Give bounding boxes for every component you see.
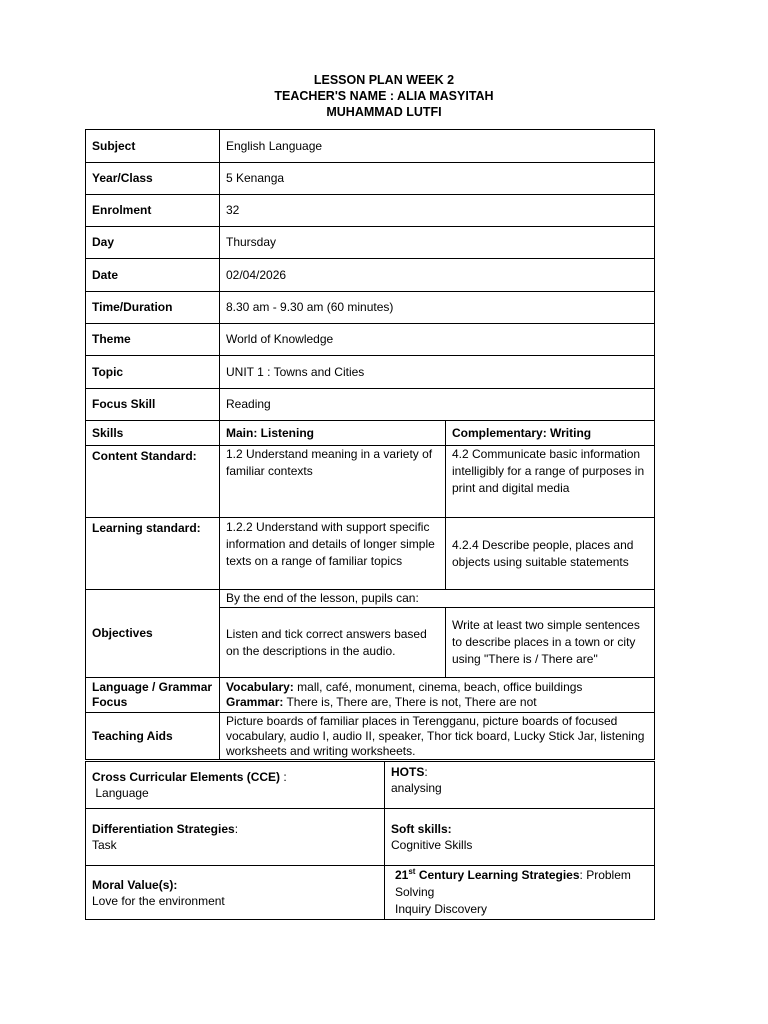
theme-value: World of Knowledge	[220, 324, 655, 356]
teacher-name-line-2: MUHAMMAD LUTFI	[326, 105, 442, 119]
differentiation-value: Task	[92, 838, 117, 852]
soft-skills-cell	[385, 809, 655, 866]
focus-skill-value: Reading	[220, 389, 655, 421]
moral-value: Love for the environment	[92, 893, 225, 908]
table-row	[86, 713, 655, 760]
topic-label: Topic	[86, 356, 220, 389]
lesson-plan-table	[85, 129, 655, 760]
soft-skills-label: Soft skills:	[391, 822, 452, 836]
topic-value: UNIT 1 : Towns and Cities	[220, 356, 655, 389]
skills-main: Main: Listening	[220, 421, 446, 446]
table-row	[86, 421, 655, 446]
hots-suffix: :	[424, 765, 428, 779]
objectives-complementary: Write at least two simple sentences to describe places in a town or city using "There is / There are"	[446, 608, 655, 678]
century-line-2: Solving	[395, 885, 435, 899]
vocabulary-label: Vocabulary:	[226, 680, 294, 694]
moral-label: Moral Value(s):	[92, 877, 178, 892]
cce-value: Language	[95, 786, 149, 800]
learning-standard-main: 1.2.2 Understand with support specific information and details of longer simple texts on a range of familiar topics	[220, 518, 446, 590]
year-class-label: Year/Class	[86, 163, 220, 195]
grammar-label: Grammar:	[226, 695, 284, 709]
teacher-name-line: TEACHER'S NAME : ALIA MASYITAH	[274, 89, 494, 103]
century-line-3: Inquiry Discovery	[395, 902, 488, 916]
subject-label: Subject	[86, 130, 220, 163]
date-label: Date	[86, 259, 220, 292]
content-standard-label: Content Standard:	[86, 446, 220, 518]
enrolment-value: 32	[220, 195, 655, 227]
table-row	[86, 292, 655, 324]
table-row	[86, 518, 655, 590]
table-row	[86, 590, 655, 608]
cce-suffix: :	[280, 770, 287, 784]
table-row	[86, 356, 655, 389]
year-class-value: 5 Kenanga	[220, 163, 655, 195]
cce-cell	[86, 762, 385, 809]
vocabulary-line	[226, 680, 648, 695]
vocabulary-text: mall, café, monument, cinema, beach, office buildings	[293, 680, 583, 694]
language-focus-label: Language / Grammar Focus	[86, 678, 220, 713]
content-standard-complementary: 4.2 Communicate basic information intelligibly for a range of purposes in print and digital media	[446, 446, 655, 518]
table-row	[86, 389, 655, 421]
focus-skill-label: Focus Skill	[86, 389, 220, 421]
table-row	[86, 446, 655, 518]
teaching-aids-label: Teaching Aids	[86, 713, 220, 760]
differentiation-suffix: :	[234, 822, 239, 836]
table-row	[86, 195, 655, 227]
century-label-sup: st	[408, 867, 416, 876]
time-value: 8.30 am - 9.30 am (60 minutes)	[220, 292, 655, 324]
objectives-intro: By the end of the lesson, pupils can:	[220, 590, 655, 608]
teaching-aids-value: Picture boards of familiar places in Terengganu, picture boards of focused vocabulary, audio I, audio II, speaker, Thor tick board, Lucky Stick Jar, listening worksheets and writing worksheets.	[220, 713, 655, 760]
theme-label: Theme	[86, 324, 220, 356]
day-value: Thursday	[220, 227, 655, 259]
skills-complementary: Complementary: Writing	[446, 421, 655, 446]
day-label: Day	[86, 227, 220, 259]
learning-standard-label: Learning standard:	[86, 518, 220, 590]
table-row	[86, 762, 655, 809]
date-value: 02/04/2026	[220, 259, 655, 292]
soft-skills-value: Cognitive Skills	[391, 838, 473, 852]
content-standard-main: 1.2 Understand meaning in a variety of familiar contexts	[220, 446, 446, 518]
hots-label: HOTS	[391, 765, 425, 779]
table-row	[86, 324, 655, 356]
century-label-rest: Century Learning Strategies	[415, 868, 580, 882]
time-label: Time/Duration	[86, 292, 220, 324]
elements-table	[85, 761, 655, 920]
subject-value: English Language	[220, 130, 655, 163]
table-row	[86, 678, 655, 713]
objectives-main: Listen and tick correct answers based on the descriptions in the audio.	[220, 608, 446, 678]
objectives-label: Objectives	[86, 590, 220, 678]
century-label-num: 21	[395, 868, 409, 882]
differentiation-cell	[86, 809, 385, 866]
table-row	[86, 259, 655, 292]
language-focus-value	[220, 678, 655, 713]
enrolment-label: Enrolment	[86, 195, 220, 227]
table-row	[86, 866, 655, 920]
learning-standard-complementary: 4.2.4 Describe people, places and objects using suitable statements	[446, 518, 655, 590]
grammar-text: There is, There are, There is not, There are not	[283, 695, 537, 709]
document-header	[0, 72, 768, 120]
century-suffix: : Problem	[579, 868, 631, 882]
century-cell	[385, 866, 655, 920]
hots-value: analysing	[391, 781, 442, 795]
moral-cell	[86, 866, 385, 920]
table-row	[86, 227, 655, 259]
differentiation-label: Differentiation Strategies	[92, 822, 235, 836]
table-row	[86, 163, 655, 195]
skills-label: Skills	[86, 421, 220, 446]
cce-label: Cross Curricular Elements (CCE)	[92, 770, 281, 784]
table-row	[86, 809, 655, 866]
lesson-plan-title: LESSON PLAN WEEK 2	[313, 73, 455, 87]
grammar-line	[226, 695, 648, 710]
table-row	[86, 130, 655, 163]
hots-cell	[385, 762, 655, 809]
